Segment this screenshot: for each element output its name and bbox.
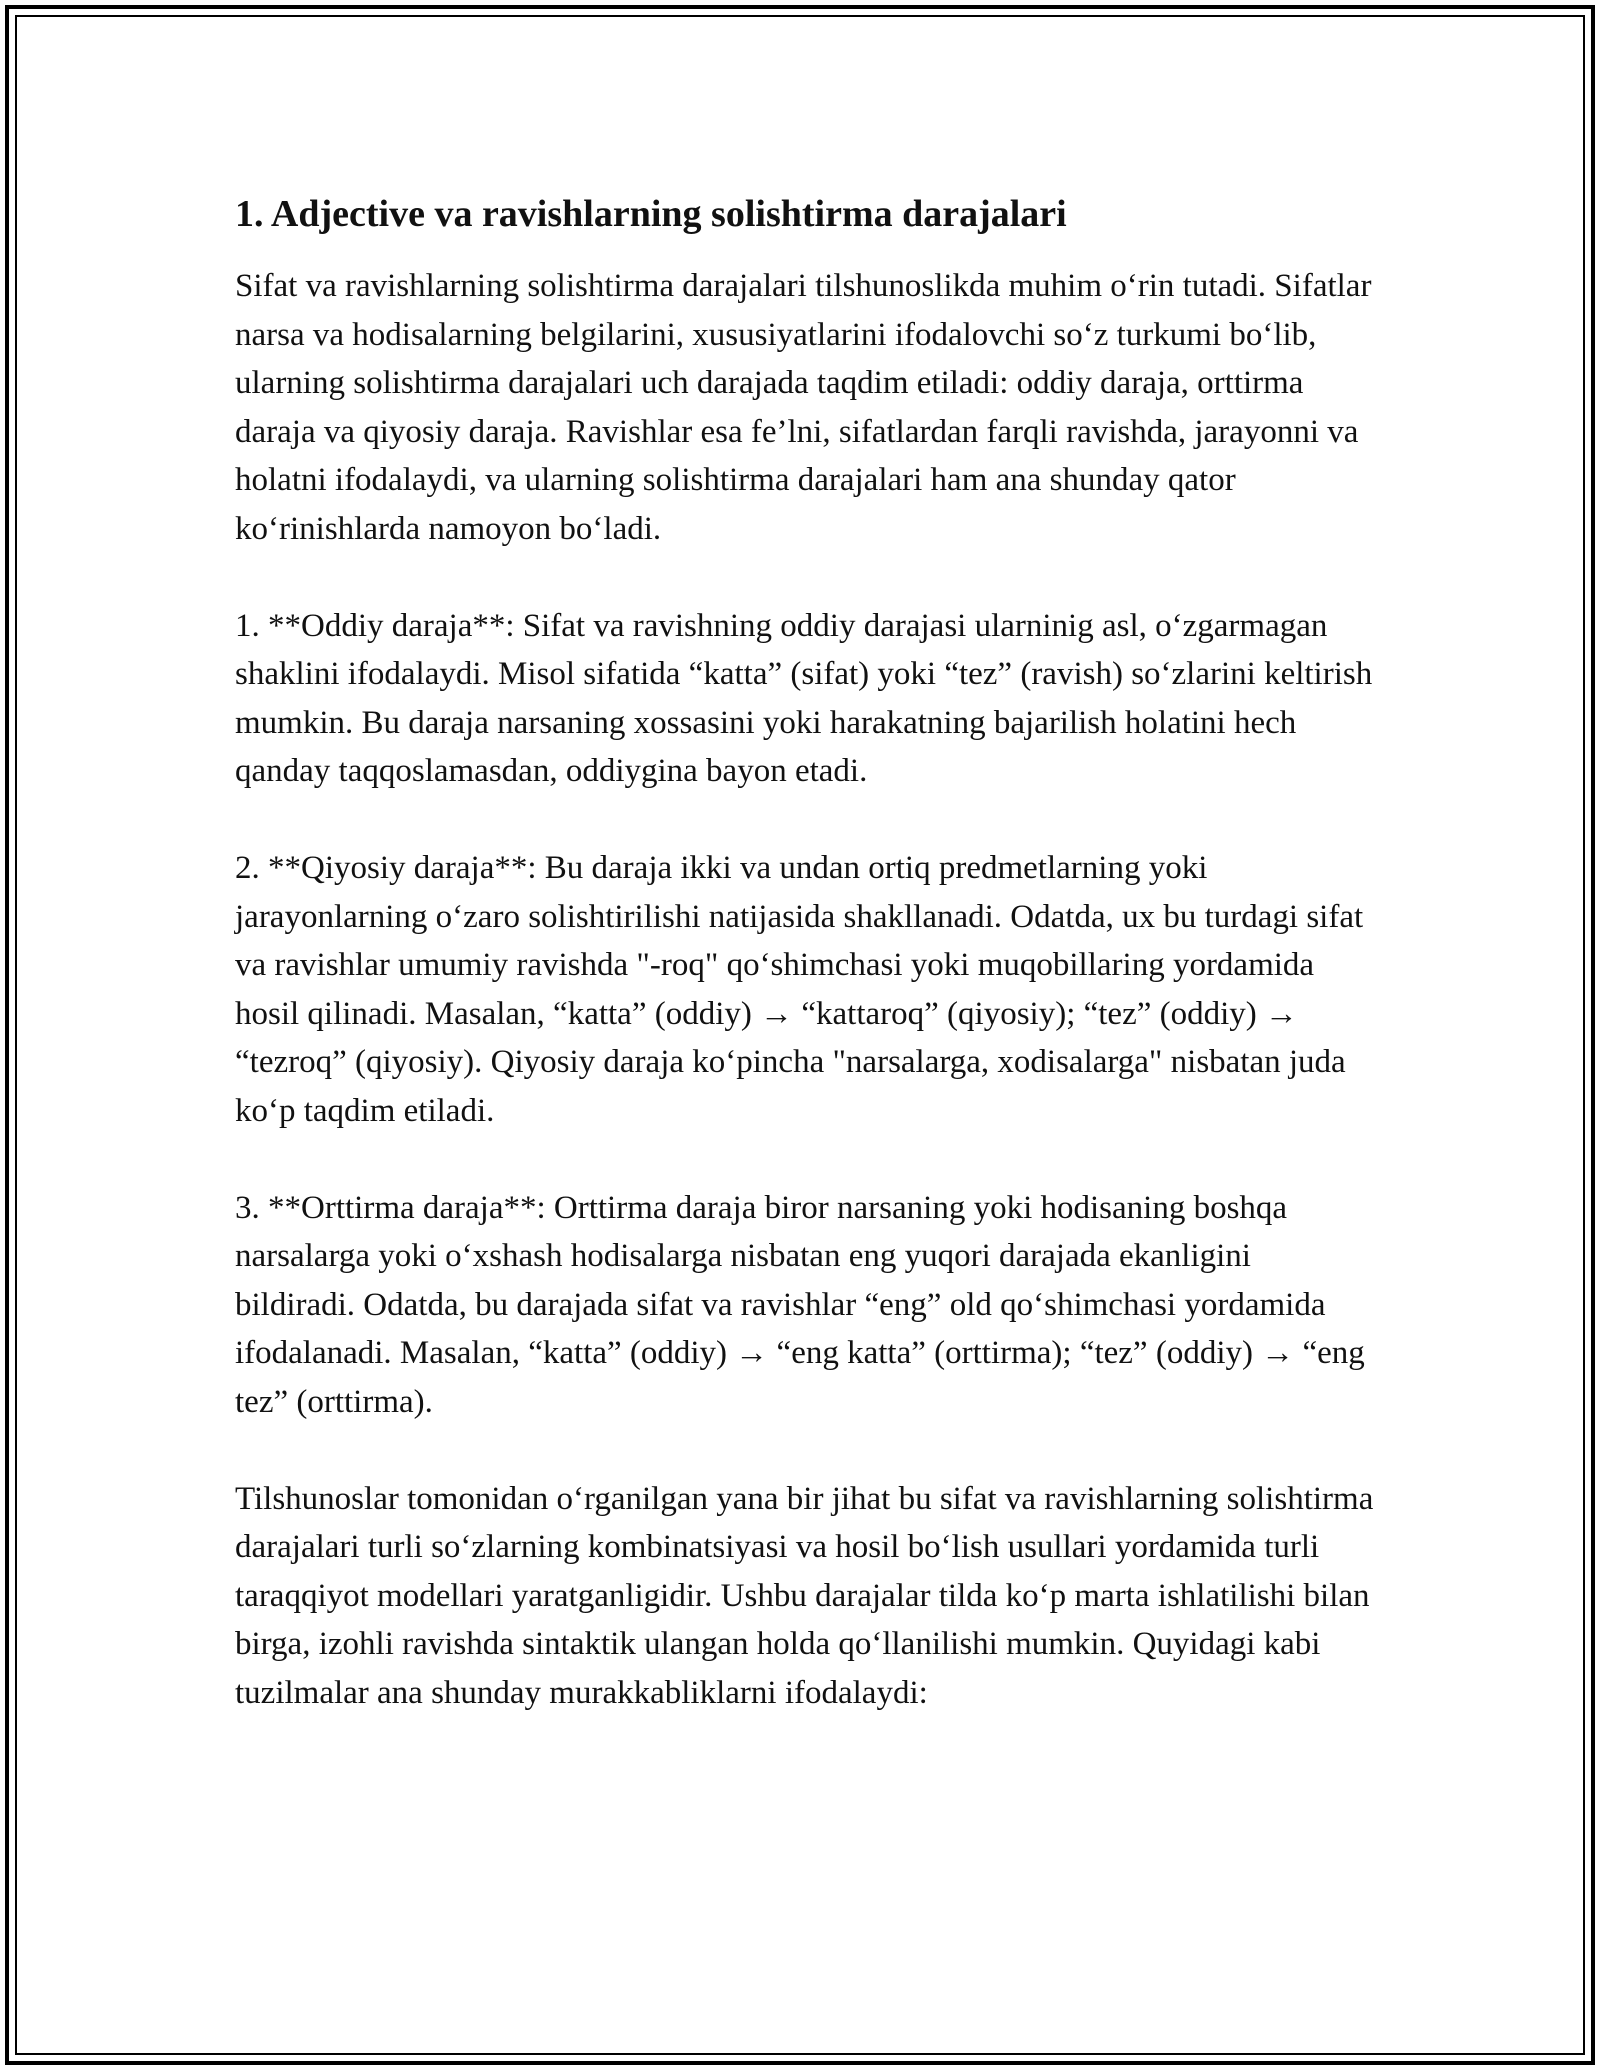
section-heading: 1. Adjective va ravishlarning solishtirma darajalari: [235, 193, 1067, 235]
paragraph-qiyosiy-daraja: 2. **Qiyosiy daraja**: Bu daraja ikki va undan ortiq predmetlarning yoki jarayonlarning o‘zaro solishtirilishi natijasida shakllanadi. Odatda, ux bu turdagi sifat va ravishlar umumiy ravishda "-roq" qo‘shimchasi yoki muqobillaring yordamida hosil qilinadi. Masalan, “katta” (oddiy) → “kattaroq” (qiyosiy); “tez” (oddiy) → “tezroq” (qiyosiy). Qiyosiy daraja ko‘pincha "narsalarga, xodisalarga" nisbatan juda ko‘p taqdim etiladi.: [235, 850, 1364, 1129]
paragraph-oddiy-daraja: 1. **Oddiy daraja**: Sifat va ravishning oddiy darajasi ularninig asl, o‘zgarmagan shaklini ifodalaydi. Misol sifatida “katta” (sifat) yoki “tez” (ravish) so‘zlarini keltirish mumkin. Bu daraja narsaning xossasini yoki harakatning bajarilish holatini hech qanday taqqoslamasdan, oddiygina bayon etadi.: [235, 607, 1373, 789]
paragraph-orttirma-daraja: 3. **Orttirma daraja**: Orttirma daraja biror narsaning yoki hodisaning boshqa narsalarga yoki o‘xshash hodisalarga nisbatan eng yuqori darajada ekanligini bildiradi. Odatda, bu darajada sifat va ravishlar “eng” old qo‘shimchasi yordamida ifodalanadi. Masalan, “katta” (oddiy) → “eng katta” (orttirma); “tez” (oddiy) → “eng tez” (orttirma).: [235, 1189, 1365, 1420]
paragraph-conclusion: Tilshunoslar tomonidan o‘rganilgan yana bir jihat bu sifat va ravishlarning solishtirma darajalari turli so‘zlarning kombinatsiyasi va hosil bo‘lish usullari yordamida turli taraqqiyot modellari yaratganligidir. Ushbu darajalar tilda ko‘p marta ishlatilishi bilan birga, izohli ravishda sintaktik ulangan holda qo‘llanilishi mumkin. Quyidagi kabi tuzilmalar ana shunday murakkabliklarni ifodalaydi:: [235, 1480, 1374, 1711]
paragraph-intro: Sifat va ravishlarning solishtirma darajalari tilshunoslikda muhim o‘rin tutadi. Sifatlar narsa va hodisalarning belgilarini, xususiyatlarini ifodalovchi so‘z turkumi bo‘lib, ularning solishtirma darajalari uch darajada taqdim etiladi: oddiy daraja, orttirma daraja va qiyosiy daraja. Ravishlar esa fe’lni, sifatlardan farqli ravishda, jarayonni va holatni ifodalaydi, va ularning solishtirma darajalari ham ana shunday qator ko‘rinishlarda namoyon bo‘ladi.: [235, 268, 1372, 547]
document-body: [235, 190, 1375, 1766]
